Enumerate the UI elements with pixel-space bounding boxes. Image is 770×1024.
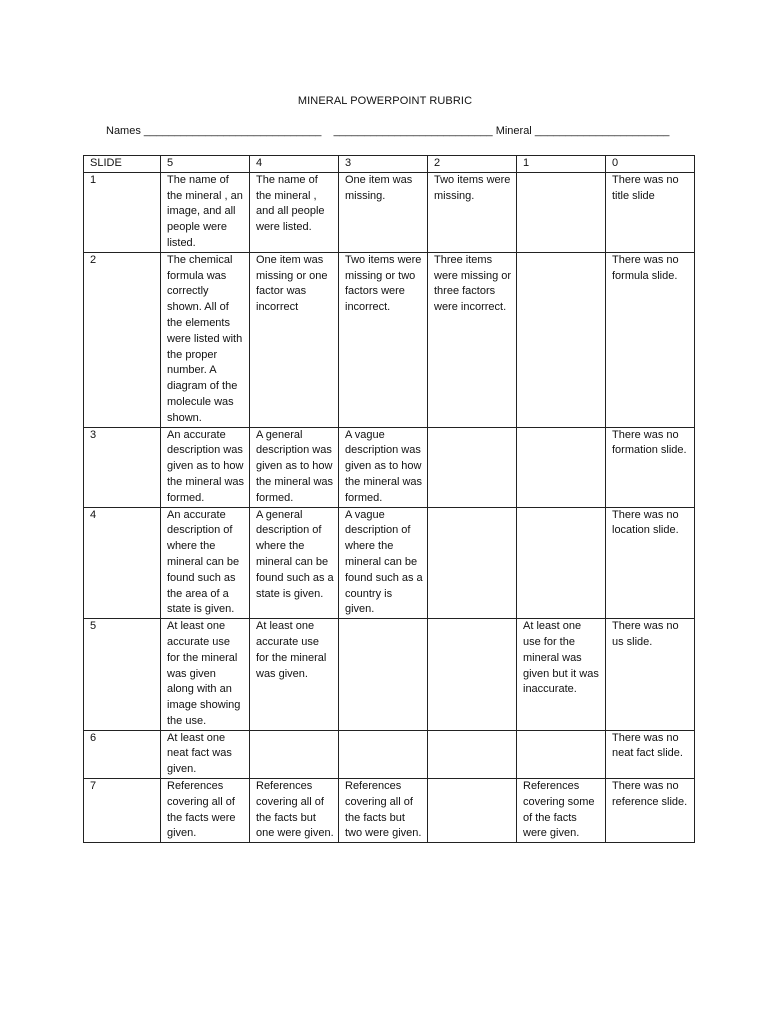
table-cell: At least one accurate use for the mineral was given along with an image showing the use.	[161, 619, 250, 731]
table-cell: At least one neat fact was given.	[161, 730, 250, 778]
table-cell	[517, 507, 606, 619]
table-cell	[517, 252, 606, 427]
table-cell: There was no formula slide.	[606, 252, 695, 427]
table-cell	[250, 730, 339, 778]
table-cell: There was no us slide.	[606, 619, 695, 731]
table-cell: There was no title slide	[606, 172, 695, 252]
header-cell-2: 2	[428, 156, 517, 173]
header-cell-5: 5	[161, 156, 250, 173]
names-blank-1: _____________________________	[143, 125, 322, 137]
table-cell	[339, 730, 428, 778]
document-title: MINERAL POWERPOINT RUBRIC	[297, 95, 473, 107]
mineral-blank: ______________________	[534, 125, 670, 137]
header-cell-slide: SLIDE	[84, 156, 161, 173]
table-cell	[428, 730, 517, 778]
table-cell	[517, 172, 606, 252]
table-cell: A vague description of where the mineral can be found such as a country is given.	[339, 507, 428, 619]
table-cell: Two items were missing.	[428, 172, 517, 252]
table-cell: There was no location slide.	[606, 507, 695, 619]
table-cell: References covering some of the facts were given.	[517, 779, 606, 843]
table-cell	[517, 730, 606, 778]
header-cell-1: 1	[517, 156, 606, 173]
table-cell: A vague description was given as to how the mineral was formed.	[339, 427, 428, 507]
table-cell: At least one accurate use for the mineral was given.	[250, 619, 339, 731]
names-label: Names	[106, 125, 141, 137]
table-cell: One item was missing or one factor was incorrect	[250, 252, 339, 427]
slide-number-cell: 3	[84, 427, 161, 507]
table-cell: Three items were missing or three factors were incorrect.	[428, 252, 517, 427]
header-cell-4: 4	[250, 156, 339, 173]
names-blank-2: __________________________	[333, 125, 493, 137]
table-row	[84, 252, 695, 427]
table-cell: An accurate description was given as to how the mineral was formed.	[161, 427, 250, 507]
table-row	[84, 730, 695, 778]
slide-number-cell: 4	[84, 507, 161, 619]
slide-number-cell: 2	[84, 252, 161, 427]
table-row	[84, 779, 695, 843]
table-cell	[339, 619, 428, 731]
table-cell: Two items were missing or two factors were incorrect.	[339, 252, 428, 427]
table-cell: At least one use for the mineral was given but it was inaccurate.	[517, 619, 606, 731]
table-cell: References covering all of the facts but two were given.	[339, 779, 428, 843]
table-row	[84, 507, 695, 619]
table-row	[84, 427, 695, 507]
slide-number-cell: 7	[84, 779, 161, 843]
table-cell	[428, 779, 517, 843]
table-cell	[428, 619, 517, 731]
table-cell: An accurate description of where the mineral can be found such as the area of a state is given.	[161, 507, 250, 619]
table-cell	[428, 427, 517, 507]
table-cell: The name of the mineral , and all people were listed.	[250, 172, 339, 252]
table-cell: There was no formation slide.	[606, 427, 695, 507]
table-cell	[517, 427, 606, 507]
header-cell-3: 3	[339, 156, 428, 173]
table-cell: The name of the mineral , an image, and all people were listed.	[161, 172, 250, 252]
table-cell: There was no reference slide.	[606, 779, 695, 843]
header-cell-0: 0	[606, 156, 695, 173]
table-cell: There was no neat fact slide.	[606, 730, 695, 778]
slide-number-cell: 6	[84, 730, 161, 778]
header-row	[84, 156, 695, 173]
table-cell: The chemical formula was correctly shown. All of the elements were listed with the proper number. A diagram of the molecule was shown.	[161, 252, 250, 427]
table-cell: References covering all of the facts were given.	[161, 779, 250, 843]
table-cell: A general description was given as to how the mineral was formed.	[250, 427, 339, 507]
table-row	[84, 619, 695, 731]
slide-number-cell: 1	[84, 172, 161, 252]
table-cell	[428, 507, 517, 619]
table-cell: A general description of where the mineral can be found such as a state is given.	[250, 507, 339, 619]
table-cell: References covering all of the facts but one were given.	[250, 779, 339, 843]
table-cell: One item was missing.	[339, 172, 428, 252]
mineral-label: Mineral	[495, 125, 532, 137]
rubric-table	[83, 155, 695, 843]
slide-number-cell: 5	[84, 619, 161, 731]
names-line	[106, 125, 669, 137]
table-row	[84, 172, 695, 252]
